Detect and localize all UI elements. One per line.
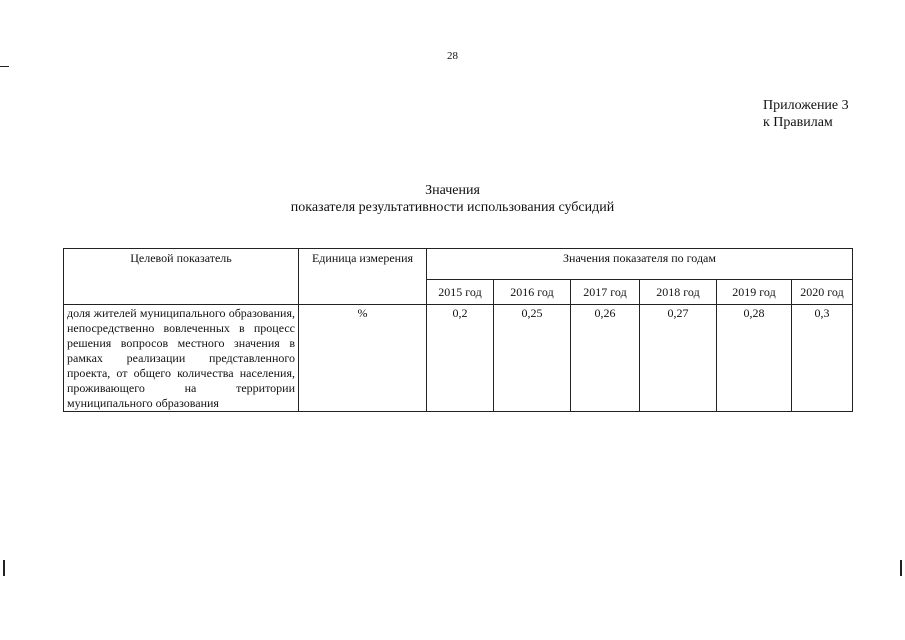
header-indicator: Целевой показатель [64,249,299,305]
title-line-2: показателя результативности использования субсидий [290,200,615,215]
page-number: 28 [447,50,458,62]
value-2016: 0,25 [494,305,571,412]
scan-edge-mark-right [900,560,902,576]
header-unit: Единица измерения [299,249,427,305]
value-2015: 0,2 [427,305,494,412]
value-2018: 0,27 [640,305,717,412]
appendix-line-2: к Правилам [763,115,833,130]
appendix-line-1: Приложение 3 [763,98,849,113]
value-2020: 0,3 [792,305,853,412]
value-2019: 0,28 [717,305,792,412]
unit-value: % [299,305,427,412]
year-header-2017: 2017 год [571,280,640,305]
appendix-label [763,97,849,131]
year-header-2015: 2015 год [427,280,494,305]
header-row [64,249,853,280]
document-title [0,182,905,216]
indicator-table [63,248,853,412]
title-line-1: Значения [425,183,480,198]
indicator-description: доля жителей муниципального образования, непосредственно вовлеченных в процесс решения вопросов местного значения в рамках реализации представленного проекта, от общего количества населения, проживающего на территории муниципального образования [64,305,299,412]
value-2017: 0,26 [571,305,640,412]
scan-edge-mark-left [3,560,5,576]
year-header-2019: 2019 год [717,280,792,305]
year-header-2018: 2018 год [640,280,717,305]
year-header-2020: 2020 год [792,280,853,305]
table-row [64,305,853,412]
header-values-by-year: Значения показателя по годам [427,249,853,280]
year-header-2016: 2016 год [494,280,571,305]
scan-edge-mark-top-left [0,66,9,67]
